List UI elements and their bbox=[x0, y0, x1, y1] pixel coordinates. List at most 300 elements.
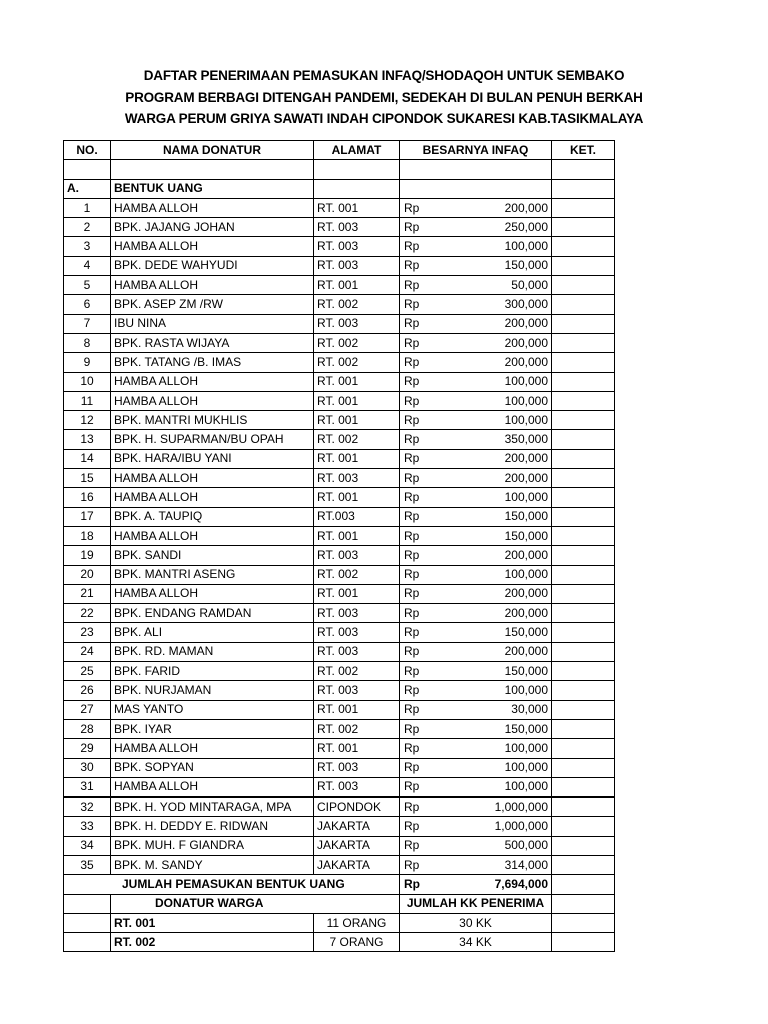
summary-ket bbox=[552, 894, 615, 913]
row-nama: BPK. H. SUPARMAN/BU OPAH bbox=[111, 430, 314, 449]
row-currency: Rp bbox=[404, 432, 420, 447]
row-nama: BPK. JAJANG JOHAN bbox=[111, 218, 314, 237]
table-row bbox=[64, 295, 615, 314]
table-row bbox=[64, 391, 615, 410]
row-ket bbox=[552, 276, 615, 295]
row-infaq bbox=[400, 507, 552, 526]
row-infaq bbox=[400, 333, 552, 352]
row-ket bbox=[552, 855, 615, 874]
row-ket bbox=[552, 623, 615, 642]
row-currency: Rp bbox=[404, 740, 420, 755]
row-amount: 200,000 bbox=[504, 335, 548, 350]
table-row bbox=[64, 430, 615, 449]
total-infaq bbox=[400, 875, 552, 894]
row-ket bbox=[552, 700, 615, 719]
table-row bbox=[64, 584, 615, 603]
row-currency: Rp bbox=[404, 760, 420, 775]
row-alamat: RT. 001 bbox=[314, 700, 400, 719]
row-alamat: RT. 003 bbox=[314, 777, 400, 797]
row-ket bbox=[552, 584, 615, 603]
row-no: 9 bbox=[64, 353, 111, 372]
row-nama: BPK. DEDE WAHYUDI bbox=[111, 256, 314, 275]
row-no: 5 bbox=[64, 276, 111, 295]
row-amount: 100,000 bbox=[504, 682, 548, 697]
row-infaq bbox=[400, 604, 552, 623]
summary-kk: 34 KK bbox=[400, 933, 552, 952]
row-amount: 350,000 bbox=[504, 432, 548, 447]
row-amount: 200,000 bbox=[504, 354, 548, 369]
row-no: 16 bbox=[64, 488, 111, 507]
row-amount: 300,000 bbox=[504, 297, 548, 312]
row-no: 12 bbox=[64, 411, 111, 430]
row-nama: HAMBA ALLOH bbox=[111, 739, 314, 758]
row-alamat: RT. 001 bbox=[314, 411, 400, 430]
row-ket bbox=[552, 836, 615, 855]
header-alamat: ALAMAT bbox=[314, 141, 400, 160]
row-no: 31 bbox=[64, 777, 111, 797]
row-currency: Rp bbox=[404, 644, 420, 659]
summary-blank bbox=[64, 933, 111, 952]
row-currency: Rp bbox=[404, 489, 420, 504]
row-currency: Rp bbox=[404, 799, 420, 814]
row-no: 14 bbox=[64, 449, 111, 468]
row-currency: Rp bbox=[404, 819, 420, 834]
row-currency: Rp bbox=[404, 374, 420, 389]
row-alamat: RT. 002 bbox=[314, 353, 400, 372]
row-no: 22 bbox=[64, 604, 111, 623]
row-infaq bbox=[400, 488, 552, 507]
row-ket bbox=[552, 372, 615, 391]
row-infaq bbox=[400, 276, 552, 295]
row-no: 30 bbox=[64, 758, 111, 777]
row-no: 24 bbox=[64, 642, 111, 661]
row-ket bbox=[552, 295, 615, 314]
row-amount: 30,000 bbox=[511, 702, 548, 717]
row-alamat: RT. 003 bbox=[314, 237, 400, 256]
row-no: 23 bbox=[64, 623, 111, 642]
row-alamat: RT. 003 bbox=[314, 758, 400, 777]
row-currency: Rp bbox=[404, 547, 420, 562]
row-infaq bbox=[400, 314, 552, 333]
row-amount: 150,000 bbox=[504, 625, 548, 640]
header-nama: NAMA DONATUR bbox=[111, 141, 314, 160]
row-amount: 100,000 bbox=[504, 412, 548, 427]
row-infaq bbox=[400, 411, 552, 430]
table-row bbox=[64, 797, 615, 817]
row-alamat: RT. 003 bbox=[314, 256, 400, 275]
table-row bbox=[64, 623, 615, 642]
row-nama: IBU NINA bbox=[111, 314, 314, 333]
row-infaq bbox=[400, 565, 552, 584]
row-infaq bbox=[400, 391, 552, 410]
row-nama: BPK. RASTA WIJAYA bbox=[111, 333, 314, 352]
row-infaq bbox=[400, 700, 552, 719]
row-no: 1 bbox=[64, 198, 111, 217]
row-alamat: RT. 001 bbox=[314, 584, 400, 603]
row-ket bbox=[552, 198, 615, 217]
row-no: 11 bbox=[64, 391, 111, 410]
row-nama: BPK. SOPYAN bbox=[111, 758, 314, 777]
total-row bbox=[64, 875, 615, 894]
table-row bbox=[64, 662, 615, 681]
row-amount: 100,000 bbox=[504, 760, 548, 775]
summary-orang: 7 ORANG bbox=[314, 933, 400, 952]
row-currency: Rp bbox=[404, 258, 420, 273]
row-nama: BPK. MANTRI ASENG bbox=[111, 565, 314, 584]
table-row bbox=[64, 411, 615, 430]
row-infaq bbox=[400, 836, 552, 855]
row-nama: BPK. M. SANDY bbox=[111, 855, 314, 874]
row-nama: BPK. A. TAUPIQ bbox=[111, 507, 314, 526]
row-infaq bbox=[400, 256, 552, 275]
row-alamat: RT. 001 bbox=[314, 276, 400, 295]
donation-table bbox=[63, 140, 615, 952]
row-alamat: RT. 002 bbox=[314, 333, 400, 352]
row-no: 21 bbox=[64, 584, 111, 603]
row-no: 19 bbox=[64, 546, 111, 565]
row-alamat: RT. 003 bbox=[314, 546, 400, 565]
row-no: 4 bbox=[64, 256, 111, 275]
table-row bbox=[64, 604, 615, 623]
row-no: 3 bbox=[64, 237, 111, 256]
row-nama: HAMBA ALLOH bbox=[111, 777, 314, 797]
section-row bbox=[64, 179, 615, 198]
row-ket bbox=[552, 604, 615, 623]
table-row bbox=[64, 681, 615, 700]
row-alamat: RT. 002 bbox=[314, 565, 400, 584]
row-infaq bbox=[400, 295, 552, 314]
summary-ket bbox=[552, 933, 615, 952]
row-no: 17 bbox=[64, 507, 111, 526]
summary-row bbox=[64, 913, 615, 932]
row-amount: 150,000 bbox=[504, 509, 548, 524]
row-infaq bbox=[400, 526, 552, 545]
row-currency: Rp bbox=[404, 586, 420, 601]
row-no: 10 bbox=[64, 372, 111, 391]
row-ket bbox=[552, 391, 615, 410]
row-ket bbox=[552, 758, 615, 777]
row-infaq bbox=[400, 642, 552, 661]
row-nama: BPK. HARA/IBU YANI bbox=[111, 449, 314, 468]
row-amount: 150,000 bbox=[504, 721, 548, 736]
row-infaq bbox=[400, 584, 552, 603]
row-alamat: RT. 003 bbox=[314, 469, 400, 488]
row-amount: 200,000 bbox=[504, 605, 548, 620]
row-currency: Rp bbox=[404, 277, 420, 292]
table-row bbox=[64, 353, 615, 372]
row-no: 32 bbox=[64, 797, 111, 817]
row-no: 34 bbox=[64, 836, 111, 855]
row-nama: HAMBA ALLOH bbox=[111, 488, 314, 507]
total-ket bbox=[552, 875, 615, 894]
row-nama: HAMBA ALLOH bbox=[111, 198, 314, 217]
table-row bbox=[64, 700, 615, 719]
row-nama: BPK. NURJAMAN bbox=[111, 681, 314, 700]
row-amount: 314,000 bbox=[504, 857, 548, 872]
row-ket bbox=[552, 411, 615, 430]
header-row bbox=[64, 141, 615, 160]
row-alamat: RT. 001 bbox=[314, 449, 400, 468]
row-infaq bbox=[400, 546, 552, 565]
header-infaq: BESARNYA INFAQ bbox=[400, 141, 552, 160]
summary-kk-header: JUMLAH KK PENERIMA bbox=[400, 894, 552, 913]
row-currency: Rp bbox=[404, 528, 420, 543]
row-amount: 1,000,000 bbox=[494, 819, 548, 834]
summary-blank bbox=[64, 913, 111, 932]
row-currency: Rp bbox=[404, 412, 420, 427]
row-ket bbox=[552, 449, 615, 468]
total-label: JUMLAH PEMASUKAN BENTUK UANG bbox=[64, 875, 400, 894]
row-infaq bbox=[400, 430, 552, 449]
title-line-2: PROGRAM BERBAGI DITENGAH PANDEMI, SEDEKAH DI BULAN PENUH BERKAH bbox=[125, 90, 643, 105]
row-currency: Rp bbox=[404, 354, 420, 369]
row-amount: 100,000 bbox=[504, 740, 548, 755]
row-ket bbox=[552, 565, 615, 584]
total-amount: 7,694,000 bbox=[494, 876, 548, 891]
row-amount: 100,000 bbox=[504, 567, 548, 582]
row-ket bbox=[552, 662, 615, 681]
row-currency: Rp bbox=[404, 316, 420, 331]
row-nama: BPK. RD. MAMAN bbox=[111, 642, 314, 661]
row-no: 35 bbox=[64, 855, 111, 874]
row-ket bbox=[552, 817, 615, 836]
summary-row bbox=[64, 933, 615, 952]
table-row bbox=[64, 507, 615, 526]
row-ket bbox=[552, 333, 615, 352]
summary-ket bbox=[552, 913, 615, 932]
table-row bbox=[64, 836, 615, 855]
row-no: 13 bbox=[64, 430, 111, 449]
row-ket bbox=[552, 507, 615, 526]
row-no: 2 bbox=[64, 218, 111, 237]
row-alamat: RT. 001 bbox=[314, 526, 400, 545]
row-no: 6 bbox=[64, 295, 111, 314]
row-currency: Rp bbox=[404, 509, 420, 524]
row-ket bbox=[552, 642, 615, 661]
row-no: 33 bbox=[64, 817, 111, 836]
table-row bbox=[64, 739, 615, 758]
row-infaq bbox=[400, 758, 552, 777]
summary-rt: RT. 002 bbox=[111, 933, 314, 952]
row-ket bbox=[552, 546, 615, 565]
row-ket bbox=[552, 218, 615, 237]
row-alamat: RT. 003 bbox=[314, 642, 400, 661]
table-row bbox=[64, 817, 615, 836]
row-alamat: RT. 003 bbox=[314, 218, 400, 237]
row-infaq bbox=[400, 817, 552, 836]
row-alamat: RT. 002 bbox=[314, 719, 400, 738]
row-nama: BPK. IYAR bbox=[111, 719, 314, 738]
row-nama: HAMBA ALLOH bbox=[111, 391, 314, 410]
row-infaq bbox=[400, 855, 552, 874]
row-nama: HAMBA ALLOH bbox=[111, 237, 314, 256]
row-currency: Rp bbox=[404, 779, 420, 794]
row-nama: BPK. H. YOD MINTARAGA, MPA bbox=[111, 797, 314, 817]
table-row bbox=[64, 314, 615, 333]
row-no: 8 bbox=[64, 333, 111, 352]
row-currency: Rp bbox=[404, 297, 420, 312]
row-ket bbox=[552, 526, 615, 545]
row-infaq bbox=[400, 198, 552, 217]
row-infaq bbox=[400, 739, 552, 758]
row-infaq bbox=[400, 681, 552, 700]
row-infaq bbox=[400, 777, 552, 797]
row-alamat: RT. 002 bbox=[314, 295, 400, 314]
row-currency: Rp bbox=[404, 625, 420, 640]
table-row bbox=[64, 198, 615, 217]
row-nama: BPK. TATANG /B. IMAS bbox=[111, 353, 314, 372]
row-ket bbox=[552, 430, 615, 449]
table-row bbox=[64, 488, 615, 507]
row-infaq bbox=[400, 797, 552, 817]
table-row bbox=[64, 526, 615, 545]
row-no: 26 bbox=[64, 681, 111, 700]
row-alamat: CIPONDOK bbox=[314, 797, 400, 817]
table-row bbox=[64, 333, 615, 352]
row-amount: 200,000 bbox=[504, 316, 548, 331]
table-row bbox=[64, 546, 615, 565]
title-line-1: DAFTAR PENERIMAAN PEMASUKAN INFAQ/SHODAQOH UNTUK SEMBAKO bbox=[143, 68, 625, 83]
row-nama: HAMBA ALLOH bbox=[111, 372, 314, 391]
row-alamat: RT. 002 bbox=[314, 430, 400, 449]
row-nama: MAS YANTO bbox=[111, 700, 314, 719]
row-infaq bbox=[400, 719, 552, 738]
row-infaq bbox=[400, 623, 552, 642]
row-amount: 250,000 bbox=[504, 219, 548, 234]
row-amount: 200,000 bbox=[504, 644, 548, 659]
table-row bbox=[64, 758, 615, 777]
row-ket bbox=[552, 256, 615, 275]
row-amount: 200,000 bbox=[504, 470, 548, 485]
row-currency: Rp bbox=[404, 219, 420, 234]
row-alamat: RT. 002 bbox=[314, 662, 400, 681]
row-currency: Rp bbox=[404, 335, 420, 350]
table-row bbox=[64, 218, 615, 237]
row-infaq bbox=[400, 662, 552, 681]
row-currency: Rp bbox=[404, 663, 420, 678]
row-nama: BPK. FARID bbox=[111, 662, 314, 681]
row-currency: Rp bbox=[404, 200, 420, 215]
row-amount: 200,000 bbox=[504, 200, 548, 215]
row-nama: HAMBA ALLOH bbox=[111, 584, 314, 603]
row-nama: HAMBA ALLOH bbox=[111, 469, 314, 488]
row-amount: 100,000 bbox=[504, 239, 548, 254]
total-currency: Rp bbox=[404, 876, 420, 891]
summary-orang: 11 ORANG bbox=[314, 913, 400, 932]
row-alamat: RT. 003 bbox=[314, 314, 400, 333]
row-alamat: RT. 003 bbox=[314, 604, 400, 623]
row-amount: 500,000 bbox=[504, 838, 548, 853]
row-currency: Rp bbox=[404, 605, 420, 620]
row-amount: 50,000 bbox=[511, 277, 548, 292]
row-alamat: RT. 001 bbox=[314, 372, 400, 391]
row-ket bbox=[552, 681, 615, 700]
row-amount: 150,000 bbox=[504, 528, 548, 543]
row-currency: Rp bbox=[404, 702, 420, 717]
row-amount: 1,000,000 bbox=[494, 799, 548, 814]
row-no: 7 bbox=[64, 314, 111, 333]
row-currency: Rp bbox=[404, 470, 420, 485]
row-nama: BPK. ASEP ZM /RW bbox=[111, 295, 314, 314]
row-no: 18 bbox=[64, 526, 111, 545]
row-nama: BPK. ALI bbox=[111, 623, 314, 642]
table-row bbox=[64, 449, 615, 468]
row-amount: 200,000 bbox=[504, 547, 548, 562]
row-infaq bbox=[400, 218, 552, 237]
summary-blank bbox=[64, 894, 111, 913]
row-alamat: RT. 001 bbox=[314, 488, 400, 507]
table-row bbox=[64, 719, 615, 738]
row-alamat: RT. 001 bbox=[314, 391, 400, 410]
table-row bbox=[64, 469, 615, 488]
row-no: 20 bbox=[64, 565, 111, 584]
row-amount: 100,000 bbox=[504, 489, 548, 504]
row-ket bbox=[552, 469, 615, 488]
row-currency: Rp bbox=[404, 451, 420, 466]
table-row bbox=[64, 237, 615, 256]
row-ket bbox=[552, 353, 615, 372]
row-nama: HAMBA ALLOH bbox=[111, 276, 314, 295]
row-nama: BPK. H. DEDDY E. RIDWAN bbox=[111, 817, 314, 836]
row-no: 29 bbox=[64, 739, 111, 758]
title-line-3: WARGA PERUM GRIYA SAWATI INDAH CIPONDOK SUKARESI KAB.TASIKMALAYA bbox=[124, 111, 644, 126]
row-alamat: RT.003 bbox=[314, 507, 400, 526]
row-amount: 100,000 bbox=[504, 374, 548, 389]
row-infaq bbox=[400, 353, 552, 372]
header-no: NO. bbox=[64, 141, 111, 160]
row-amount: 100,000 bbox=[504, 393, 548, 408]
row-ket bbox=[552, 777, 615, 797]
row-alamat: RT. 001 bbox=[314, 739, 400, 758]
row-ket bbox=[552, 314, 615, 333]
row-amount: 200,000 bbox=[504, 451, 548, 466]
table-row bbox=[64, 372, 615, 391]
row-amount: 200,000 bbox=[504, 586, 548, 601]
row-ket bbox=[552, 237, 615, 256]
row-amount: 100,000 bbox=[504, 779, 548, 794]
row-infaq bbox=[400, 469, 552, 488]
table-row bbox=[64, 565, 615, 584]
row-alamat: RT. 003 bbox=[314, 623, 400, 642]
row-alamat: RT. 001 bbox=[314, 198, 400, 217]
table-row bbox=[64, 855, 615, 874]
row-ket bbox=[552, 719, 615, 738]
row-alamat: RT. 003 bbox=[314, 681, 400, 700]
row-ket bbox=[552, 488, 615, 507]
row-nama: BPK. ENDANG RAMDAN bbox=[111, 604, 314, 623]
header-ket: KET. bbox=[552, 141, 615, 160]
row-currency: Rp bbox=[404, 682, 420, 697]
row-currency: Rp bbox=[404, 393, 420, 408]
row-currency: Rp bbox=[404, 721, 420, 736]
summary-donatur-header: DONATUR WARGA bbox=[111, 894, 400, 913]
row-amount: 150,000 bbox=[504, 258, 548, 273]
summary-header-row bbox=[64, 894, 615, 913]
table-row bbox=[64, 276, 615, 295]
row-currency: Rp bbox=[404, 567, 420, 582]
row-currency: Rp bbox=[404, 838, 420, 853]
section-label: BENTUK UANG bbox=[111, 179, 314, 198]
table-row bbox=[64, 777, 615, 797]
summary-rt: RT. 001 bbox=[111, 913, 314, 932]
row-ket bbox=[552, 739, 615, 758]
section-code: A. bbox=[64, 179, 111, 198]
spacer-row bbox=[64, 160, 615, 179]
row-no: 15 bbox=[64, 469, 111, 488]
row-no: 28 bbox=[64, 719, 111, 738]
row-no: 27 bbox=[64, 700, 111, 719]
row-no: 25 bbox=[64, 662, 111, 681]
